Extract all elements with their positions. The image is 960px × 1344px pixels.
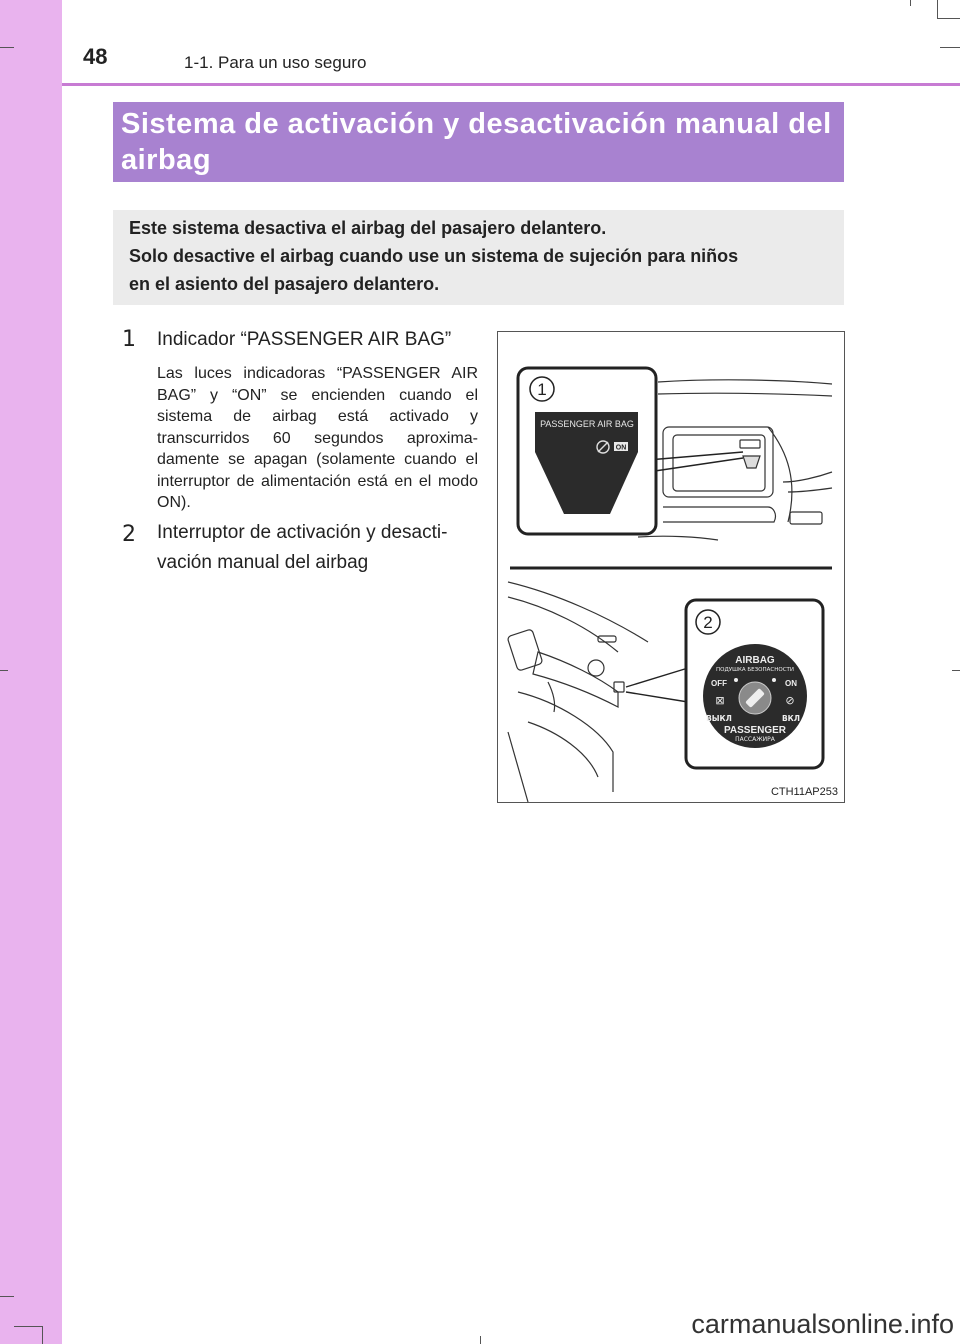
crop-mark	[940, 47, 960, 48]
intro-line-1: Este sistema desactiva el airbag del pasajero delantero.	[129, 218, 607, 238]
title-banner	[113, 102, 844, 182]
crop-mark	[0, 47, 14, 48]
airbag-illustration	[497, 331, 845, 803]
crop-mark	[937, 0, 938, 18]
switch-airbag-label: AIRBAG	[735, 655, 775, 666]
switch-on-label: ON	[785, 679, 797, 688]
crop-mark	[0, 670, 8, 671]
switch-passenger-label: PASSENGER	[723, 725, 787, 736]
crop-mark	[480, 1336, 481, 1344]
section-header: 1-1. Para un uso seguro	[184, 53, 367, 72]
crop-mark	[910, 0, 911, 6]
callout-1-number: 1	[537, 380, 547, 399]
crop-mark	[14, 1326, 42, 1327]
crop-mark	[952, 670, 960, 671]
item-title-1: Indicador “PASSENGER AIR BAG”	[157, 329, 452, 350]
callout-2-number: 2	[703, 613, 713, 632]
watermark: carmanualsonline.info	[691, 1309, 954, 1339]
indicator-on-label: ON	[615, 444, 627, 452]
switch-off-label: OFF	[711, 679, 727, 688]
item-title-2-line1: Interruptor de activación y desacti-	[157, 522, 448, 543]
crop-mark	[42, 1326, 43, 1344]
item-number-2: 2	[122, 522, 136, 547]
switch-on-ru-label: ВКЛ	[781, 714, 801, 723]
figure-code: CTH11AP253	[770, 786, 838, 798]
indicator-label: PASSENGER AIR BAG	[540, 419, 634, 429]
item-description-1: Las luces indicadoras “PASSENGER AIR BAG” y “ON” se encienden cuando el sistema de airbag está activado y transcurridos 60 segundos aproxima-damente se apagan (solamente cuando el interruptor de alimentación está en el modo ON).	[157, 365, 478, 511]
item-number-1: 1	[122, 327, 136, 352]
intro-line-2: Solo desactive el airbag cuando use un sistema de sujeción para niños	[129, 246, 739, 266]
crop-mark	[0, 1296, 14, 1297]
crop-mark	[937, 18, 960, 19]
page-number: 48	[83, 44, 108, 69]
page-title: Sistema de activación y desactivación manual del airbag	[121, 108, 832, 176]
header-divider	[62, 83, 960, 86]
intro-box	[113, 210, 844, 305]
airbag-on-symbol-icon: ⊘	[785, 694, 795, 707]
dashboard-line-art	[638, 380, 832, 540]
switch-passenger-ru-label: ПАССАЖИРА	[735, 736, 775, 743]
airbag-off-symbol-icon: ⊠	[715, 694, 725, 707]
item-title-2-line2: vación manual del airbag	[157, 552, 369, 573]
illustration-svg	[498, 332, 844, 802]
switch-airbag-ru-label: ПОДУШКА БЕЗОПАСНОСТИ	[715, 667, 795, 673]
side-color-strip	[0, 0, 62, 1344]
switch-off-ru-label: ВЫКЛ	[706, 714, 732, 723]
intro-line-3: en el asiento del pasajero delantero.	[129, 274, 440, 294]
